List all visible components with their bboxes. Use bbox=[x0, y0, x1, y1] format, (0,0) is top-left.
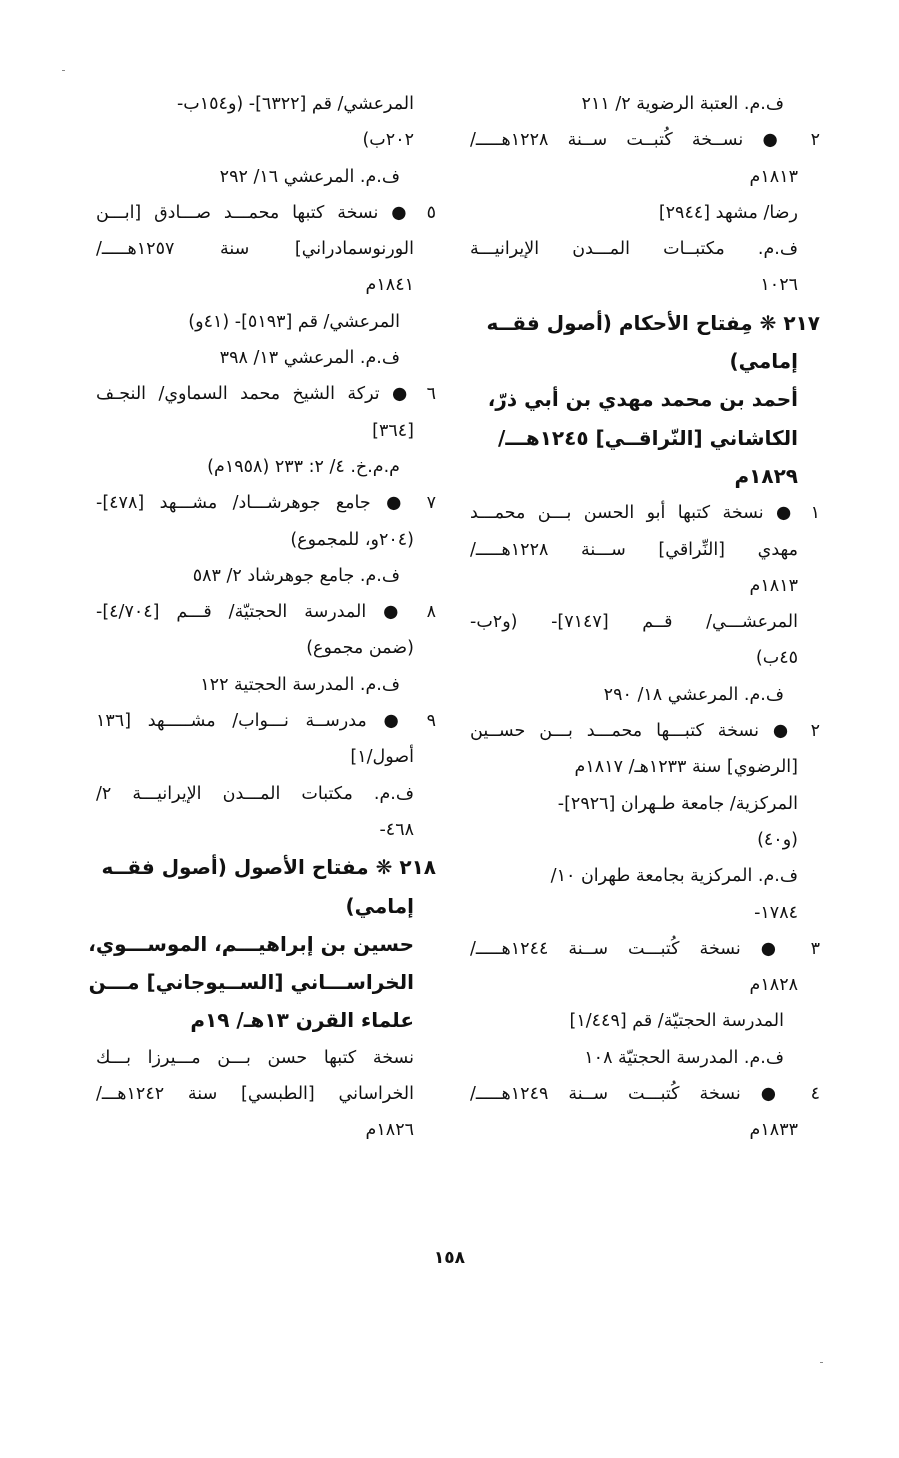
left-column-line: علماء القرن ١٣هـ/ ١٩م bbox=[190, 1008, 414, 1033]
right-column-line: ١٨٢٩م bbox=[734, 463, 798, 488]
right-column-line: [الرضوي] سنة ١٢٣٣هـ/ ١٨١٧م bbox=[574, 757, 798, 778]
left-column-line: ٨ ● المدرسة الحجتيّة/ قـــم [٤/٧٠٤]- bbox=[96, 602, 436, 623]
left-column-line: ف.م. مكتبات المـــدن الإيرانيـــة ٢/ bbox=[96, 783, 414, 804]
left-column-line: الخراساني [الطبسي] سنة ١٢٤٢هـــ/ bbox=[96, 1084, 414, 1105]
left-column-line: ٥ ● نسخة كتبها محمـــد صـــادق [ابـــن bbox=[96, 202, 436, 223]
right-column-line: ف.م. مكتبــات المـــدن الإيرانيـــة bbox=[470, 239, 798, 260]
left-column-line: (٢٠٤و، للمجموع) bbox=[290, 529, 414, 550]
right-column-line: ١٨٢٨م bbox=[749, 975, 798, 996]
right-column-line: ٢ ● نسخة كتبـــها محمـــد بـــن حســين bbox=[470, 721, 820, 742]
right-column-line: ف.م. المدرسة الحجتيّة ١٠٨ bbox=[584, 1047, 784, 1068]
right-column-line: ف.م. المركزية بجامعة طهران ١٠/ bbox=[550, 866, 798, 887]
left-column-line: أصول/١] bbox=[350, 747, 414, 768]
right-column bbox=[470, 86, 820, 1149]
page-number: ١٥٨ bbox=[433, 1248, 466, 1268]
left-column-line: ٢١٨ ❋ مفتاح الأصول (أصول فقــه bbox=[101, 855, 436, 880]
right-column-line: ٤ ● نسخة كُتبـــت ســنة ١٢٤٩هـــــ/ bbox=[470, 1084, 820, 1105]
left-column bbox=[88, 86, 436, 1149]
scan-speck bbox=[820, 1362, 823, 1363]
left-column-line: ٦ ● تركة الشيخ محمد السماوي/ النجـف bbox=[96, 384, 436, 405]
left-column-line: إمامي) bbox=[345, 893, 414, 918]
right-column-line: رضا/ مشهد [٢٩٤٤] bbox=[658, 202, 798, 223]
right-column-line: الكاشاني [النّراقــي] ١٢٤٥هـــ/ bbox=[498, 425, 798, 450]
right-column-line: ف.م. العتبة الرضوية ٢/ ٢١١ bbox=[581, 94, 784, 114]
left-column-line: ف.م. المرعشي ١٣/ ٣٩٨ bbox=[219, 348, 400, 369]
left-column-line: (ضمن مجموع) bbox=[306, 638, 414, 659]
left-column-line: الورنوسمادراني] سنة ١٢٥٧هـــــ/ bbox=[96, 239, 414, 260]
left-column-line: ف.م. جامع جوهرشاد ٢/ ٥٨٣ bbox=[192, 565, 400, 586]
right-column-line: ٢١٧ ❋ مِفتاح الأحكام (أصول فقــه bbox=[486, 310, 820, 335]
right-column-line: إمامي) bbox=[729, 349, 798, 374]
left-column-line: حسين بن إبراهيـــم، الموســـوي، bbox=[88, 931, 414, 956]
right-column-line: ١٨١٣م bbox=[749, 166, 798, 187]
right-column-line: ٤٥ب) bbox=[755, 648, 798, 669]
left-column-line: ٩ ● مدرســة نـــواب/ مشـــــهد [١٣٦ bbox=[96, 711, 436, 732]
left-column-line: الخراســـاني [الســيوجاني] مـــن bbox=[88, 970, 414, 995]
left-column-line: ٧ ● جامع جوهرشـــاد/ مشـــهد [٤٧٨]- bbox=[96, 493, 436, 514]
left-column-line: نسخة كتبها حسن بـــن مـــيرزا بـــك bbox=[96, 1047, 414, 1068]
right-column-line: ١٨١٣م bbox=[749, 575, 798, 596]
left-column-line: ف.م. المرعشي ١٦/ ٢٩٢ bbox=[219, 166, 400, 187]
left-column-line: ١٨٤١م bbox=[365, 275, 414, 296]
right-column-line: ١٨٣٣م bbox=[749, 1120, 798, 1141]
left-column-line: ٤٦٨- bbox=[379, 819, 414, 840]
right-column-line: ٢ ● نســخة كُتبــت ســنة ١٢٢٨هـــــ/ bbox=[470, 130, 820, 151]
right-column-line: ١٧٨٤- bbox=[754, 902, 798, 923]
right-column-line: ف.م. المرعشي ١٨/ ٢٩٠ bbox=[603, 684, 784, 705]
right-column-line: المرعشـــي/ قــم [٧١٤٧]- (و٢ب- bbox=[470, 612, 798, 633]
right-column-line: المدرسة الحجتيّة/ قم [١/٤٤٩] bbox=[569, 1011, 784, 1032]
left-column-line: م.م.خ. ٤/ ٢: ٢٣٣ (١٩٥٨م) bbox=[207, 456, 400, 477]
left-column-line: المرعشي/ قم [٦٣٢٢]- (و١٥٤ب- bbox=[176, 94, 414, 114]
right-column-line: (و٤٠) bbox=[757, 829, 798, 850]
left-column-line: [٣٦٤] bbox=[372, 420, 414, 441]
scan-speck bbox=[62, 70, 65, 71]
left-column-line: ١٨٢٦م bbox=[365, 1120, 414, 1141]
right-column-line: المركزية/ جامعة طـهران [٢٩٢٦]- bbox=[557, 793, 798, 814]
left-column-line: المرعشي/ قم [٥١٩٣]- (٤١و) bbox=[188, 311, 400, 332]
right-column-line: مهدي [النِّراقي] ســـنة ١٢٢٨هـــــ/ bbox=[470, 539, 798, 560]
right-column-line: أحمد بن محمد مهدي بن أبي ذرّ، bbox=[487, 387, 798, 412]
right-column-line: ١٠٢٦ bbox=[760, 275, 798, 296]
left-column-line: ف.م. المدرسة الحجتية ١٢٢ bbox=[200, 674, 400, 695]
right-column-line: ٣ ● نسخة كُتبـــت ســنة ١٢٤٤هـــــ/ bbox=[470, 938, 820, 959]
right-column-line: ١ ● نسخة كتبها أبو الحسن بـــن محمـــد bbox=[470, 503, 820, 524]
left-column-line: ٢٠٢ب) bbox=[362, 130, 414, 151]
